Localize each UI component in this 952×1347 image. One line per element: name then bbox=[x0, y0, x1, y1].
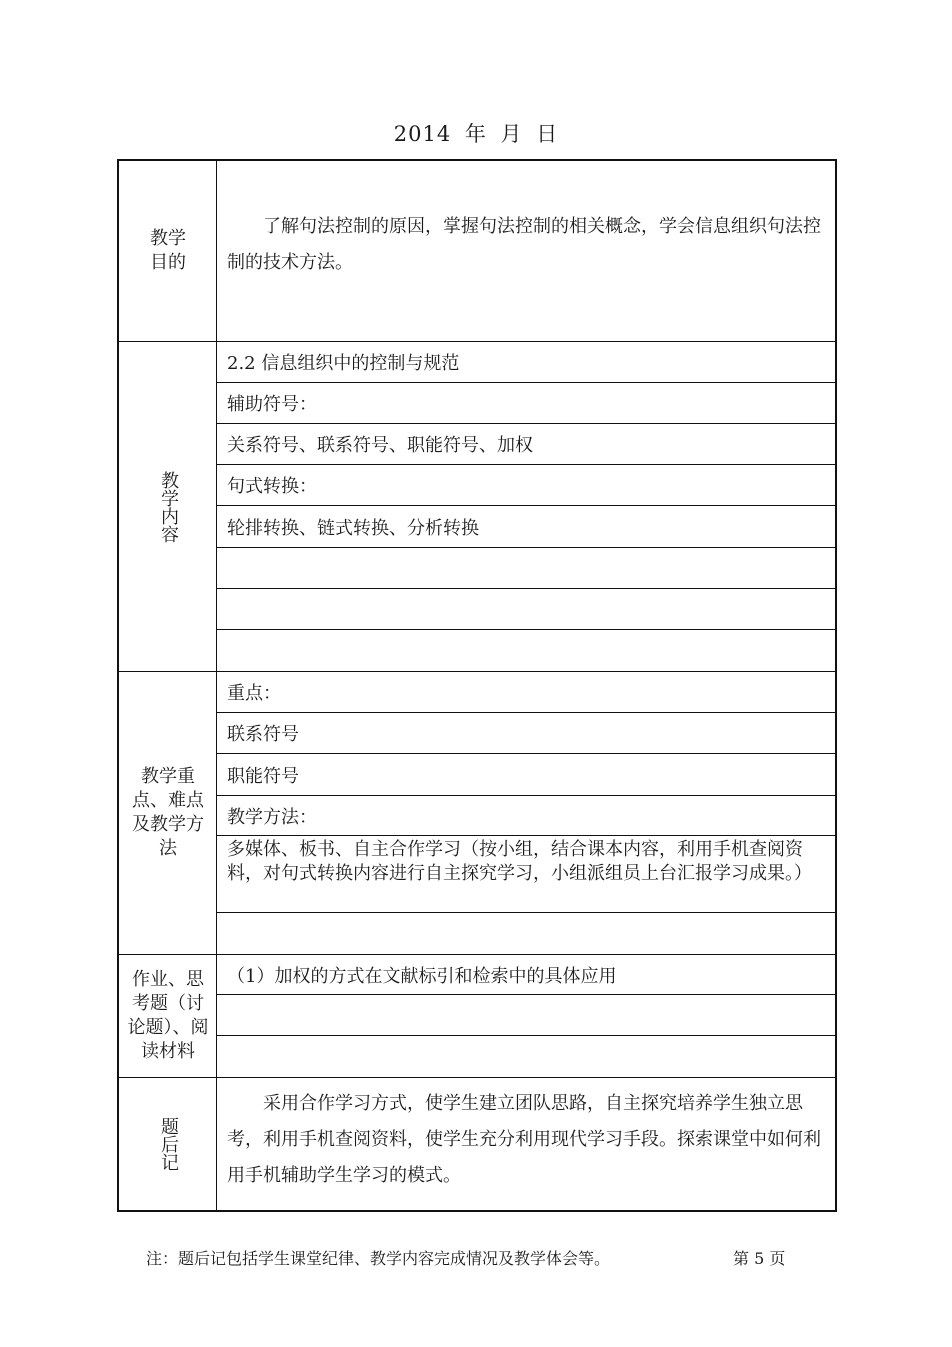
page-number: 第 5 页 bbox=[733, 1249, 786, 1268]
key-row: 职能符号 bbox=[217, 754, 835, 796]
homework-row: （1）加权的方式在文献标引和检索中的具体应用 bbox=[217, 955, 835, 995]
goal-label: 教学 目的 bbox=[150, 228, 186, 273]
content-rows bbox=[217, 342, 835, 671]
footer-note: 注：题后记包括学生课堂纪律、教学内容完成情况及教学体会等。 bbox=[146, 1249, 611, 1268]
section-goal bbox=[119, 161, 835, 341]
content-row bbox=[217, 630, 835, 672]
key-row: 重点： bbox=[217, 672, 835, 713]
afterword-text: 采用合作学习方式，使学生建立团队思路，自主探究培养学生独立思考，利用手机查阅资料，使学生充分利用现代学习手段。探索课堂中如何利用手机辅助学生学习的模式。 bbox=[227, 1093, 821, 1186]
content-row: 关系符号、联系符号、职能符号、加权 bbox=[217, 424, 835, 465]
key-rows bbox=[217, 672, 835, 954]
content-row: 句式转换： bbox=[217, 465, 835, 506]
content-row bbox=[217, 589, 835, 630]
lesson-plan-table bbox=[117, 159, 837, 1212]
key-row: 教学方法： bbox=[217, 796, 835, 836]
content-row bbox=[217, 548, 835, 589]
content-row: 辅助符号： bbox=[217, 383, 835, 424]
homework-row bbox=[217, 995, 835, 1036]
homework-label: 作业、思 考题（讨 论题）、阅 读材料 bbox=[127, 969, 209, 1062]
homework-rows bbox=[217, 955, 835, 1077]
content-row: 轮排转换、链式转换、分析转换 bbox=[217, 506, 835, 548]
content-row: 2.2 信息组织中的控制与规范 bbox=[217, 342, 835, 383]
section-homework bbox=[119, 954, 835, 1077]
section-key-points bbox=[119, 671, 835, 954]
section-content bbox=[119, 341, 835, 671]
key-label: 教学重 点、难点 及教学方 法 bbox=[132, 766, 204, 859]
date-line: 2014 年 月 日 bbox=[393, 122, 559, 146]
afterword-label: 题后记 bbox=[158, 1117, 179, 1171]
key-row: 联系符号 bbox=[217, 713, 835, 754]
key-row: 多媒体、板书、自主合作学习（按小组，结合课本内容，利用手机查阅资料，对句式转换内容进行自主探究学习，小组派组员上台汇报学习成果。） bbox=[217, 836, 835, 913]
homework-row bbox=[217, 1036, 835, 1078]
goal-text: 了解句法控制的原因，掌握句法控制的相关概念，学会信息组织句法控制的技术方法。 bbox=[227, 216, 821, 273]
section-afterword bbox=[119, 1077, 835, 1210]
content-label: 教学内容 bbox=[158, 470, 179, 543]
key-row bbox=[217, 913, 835, 955]
